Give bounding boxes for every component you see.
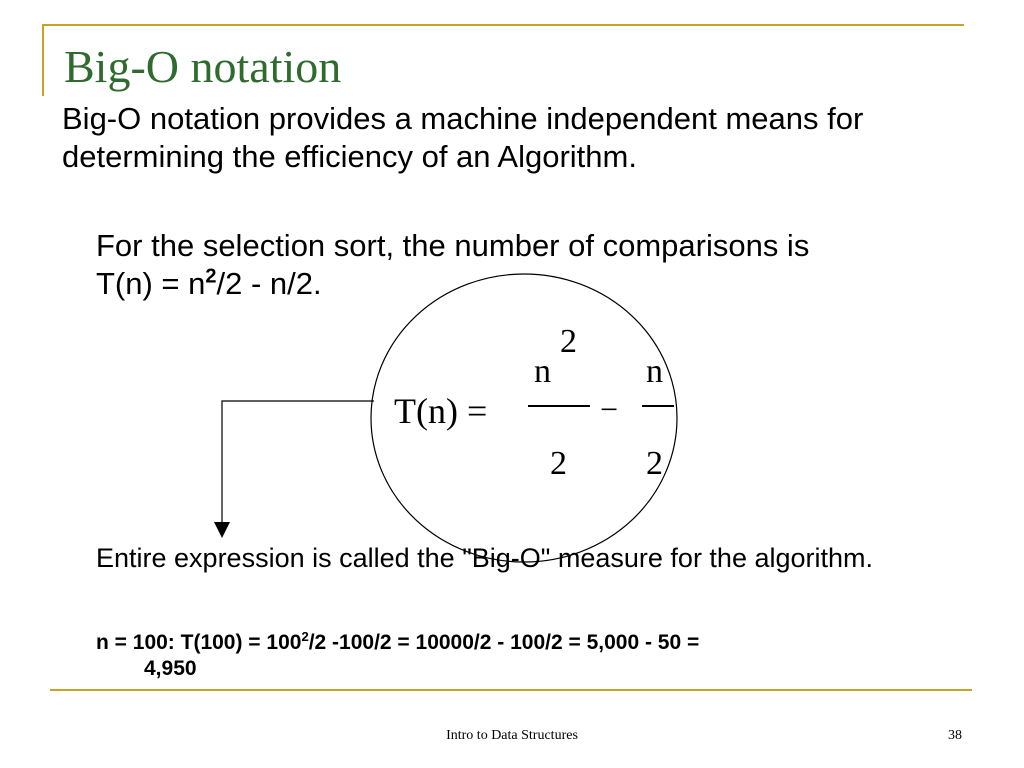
- sub-bullet-prefix: T(n) = n: [96, 266, 206, 301]
- big-o-note: Entire expression is called the "Big-O" measure for the algorithm.: [96, 543, 874, 573]
- connector-line: [222, 401, 374, 524]
- formula-term1-numerator: n: [534, 353, 551, 390]
- formula-term2-denominator: 2: [646, 445, 663, 482]
- sub-bullet-exponent: 2: [205, 265, 217, 288]
- example-exponent: 2: [301, 629, 309, 644]
- arrow-head: [214, 522, 230, 538]
- footer-page-number: 38: [948, 728, 962, 743]
- example-part2: /2 -100/2 = 10000/2 - 100/2 = 5,000 - 50 =: [308, 631, 700, 654]
- sub-bullet-suffix: /2 - n/2.: [216, 266, 322, 301]
- formula-minus: −: [600, 391, 619, 427]
- example-part1: n = 100: T(100) = 100: [96, 631, 302, 654]
- formula-term1-exponent: 2: [560, 323, 577, 360]
- example-calculation: [96, 630, 976, 682]
- formula-term1-denominator: 2: [550, 445, 567, 482]
- main-bullet: Big-O notation provides a machine independent means for determining the efficiency of an Algorithm.: [62, 101, 864, 174]
- sub-bullet-line1: For the selection sort, the number of comparisons is: [96, 228, 810, 263]
- formula-lhs: T(n) =: [394, 391, 488, 431]
- formula-term2-numerator: n: [646, 353, 663, 390]
- footer-course-title: Intro to Data Structures: [446, 728, 578, 743]
- slide-title: Big-O notation: [64, 41, 342, 92]
- example-result: 4,950: [144, 657, 197, 680]
